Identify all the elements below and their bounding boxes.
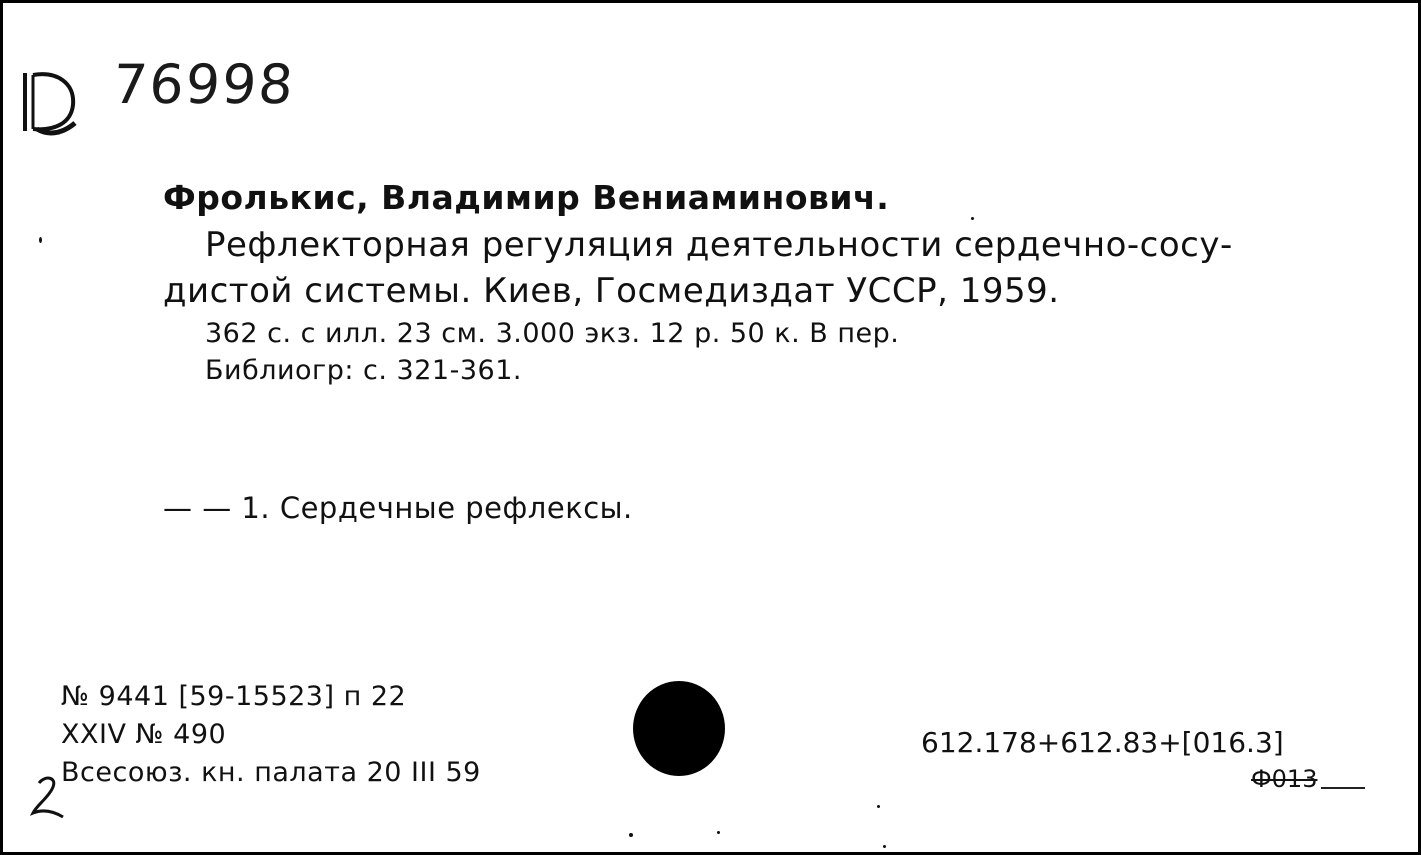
speck xyxy=(877,805,880,808)
speck xyxy=(883,845,886,848)
call-number: 76998 xyxy=(110,53,297,116)
registration-line: XXIV № 490 xyxy=(61,719,227,750)
strike-line xyxy=(1321,787,1365,789)
handwritten-mark-icon xyxy=(23,773,83,823)
order-number-line: № 9441 [59-15523] п 22 xyxy=(61,681,407,712)
publisher-chamber-line: Всесоюз. кн. палата 20 III 59 xyxy=(61,757,481,788)
title-line-1: Рефлекторная регуляция деятельности сердечно-сосу- xyxy=(205,225,1233,265)
speck xyxy=(39,237,42,243)
punch-hole xyxy=(633,681,725,776)
title-line-2: дистой системы. Киев, Госмедиздат УССР, 1959. xyxy=(163,271,1060,311)
speck xyxy=(629,833,633,837)
subject-heading: — — 1. Сердечные рефлексы. xyxy=(163,491,633,525)
speck xyxy=(971,217,974,220)
udc-classification: 612.178+612.83+[016.3] xyxy=(921,726,1284,759)
physical-description: 362 с. с илл. 23 см. 3.000 экз. 12 р. 50 к. В пер. xyxy=(205,318,900,349)
fund-code: Ф013 xyxy=(1251,765,1318,793)
speck xyxy=(717,831,720,834)
call-prefix-mark-icon xyxy=(17,65,87,137)
author-heading: Фролькис, Владимир Вениаминович. xyxy=(163,178,890,217)
bibliography-note: Библиогр: с. 321-361. xyxy=(205,355,522,386)
